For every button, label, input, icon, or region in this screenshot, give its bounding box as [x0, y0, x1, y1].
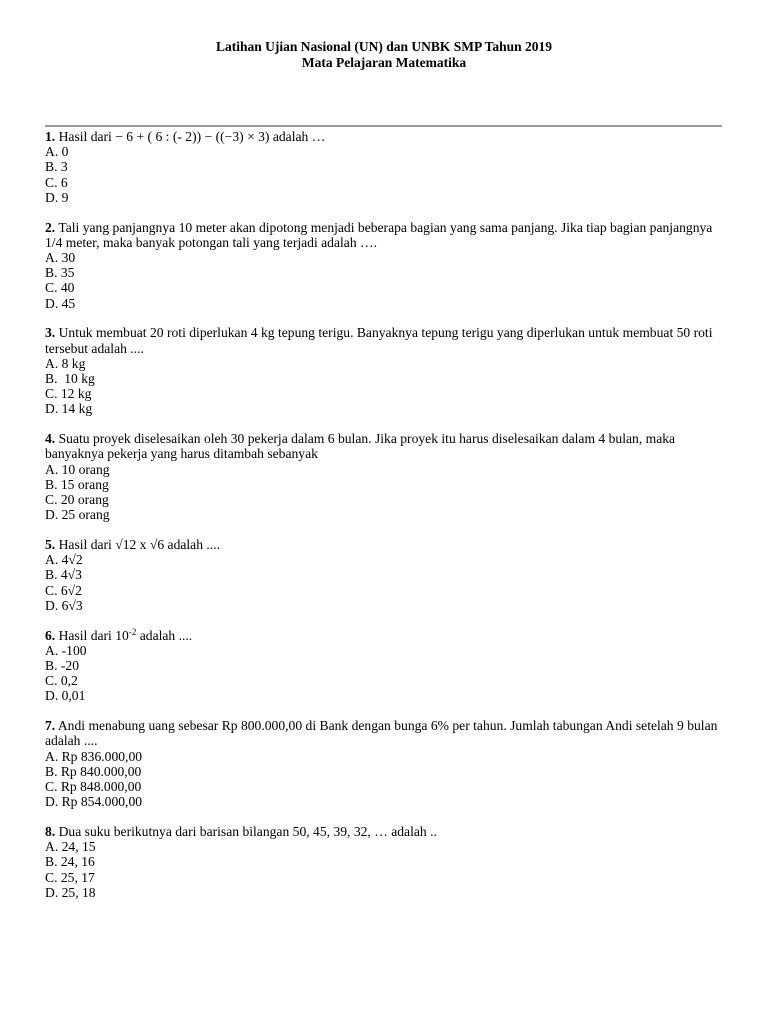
question-prompt-end: adalah ....	[136, 627, 193, 643]
document-title: Latihan Ujian Nasional (UN) dan UNBK SMP Tahun 2019	[215, 39, 553, 54]
option-b: B. -20	[45, 658, 79, 674]
option-b: B. 10 kg	[45, 371, 95, 387]
option-c: C. 40	[45, 280, 75, 296]
option-c: C. Rp 848.000,00	[45, 779, 142, 795]
question-3	[45, 325, 725, 416]
question-2	[45, 220, 725, 311]
answer-options	[45, 462, 725, 523]
question-prompt: Tali yang panjangnya 10 meter akan dipotong menjadi beberapa bagian yang sama panjang. Jika tiap bagian panjangnya 1/4 meter, maka banyak potongan tali yang terjadi adalah ….	[45, 219, 713, 250]
option-c: C. 25, 17	[45, 869, 95, 885]
question-text	[45, 220, 725, 250]
option-b: B. 4√3	[45, 567, 82, 583]
option-a: A. 30	[45, 250, 76, 266]
answer-options	[45, 643, 725, 704]
question-prompt: Hasil dari − 6 + ( 6 : (- 2)) − ((−3) × 3) adalah …	[58, 129, 326, 144]
option-a: A. 0	[45, 144, 69, 160]
option-b: B. Rp 840.000,00	[45, 763, 142, 779]
question-prompt: Suatu proyek diselesaikan oleh 30 pekerja dalam 6 bulan. Jika proyek itu harus diselesaikan dalam 4 bulan, maka banyaknya pekerja yang harus ditambah sebanyak	[45, 431, 676, 462]
answer-options	[45, 250, 725, 311]
question-8	[45, 824, 725, 900]
question-number: 4.	[45, 431, 56, 447]
question-5	[45, 537, 725, 613]
header-divider	[45, 125, 722, 127]
answer-options	[45, 749, 725, 810]
question-prompt: Hasil dari 10	[58, 627, 129, 643]
question-number: 8.	[45, 824, 56, 840]
question-prompt: Hasil dari √12 x √6 adalah ....	[58, 537, 221, 553]
question-text	[45, 537, 725, 552]
question-prompt: Dua suku berikutnya dari barisan bilangan 50, 45, 39, 32, … adalah ..	[58, 824, 437, 840]
answer-options	[45, 356, 725, 417]
question-text	[45, 431, 725, 461]
answer-options	[45, 144, 725, 205]
question-number: 6.	[45, 627, 56, 643]
option-a: A. -100	[45, 642, 87, 658]
option-a: A. 24, 15	[45, 839, 96, 855]
question-text	[45, 718, 725, 748]
option-d: D. 25 orang	[45, 507, 110, 523]
question-prompt: Untuk membuat 20 roti diperlukan 4 kg tepung terigu. Banyaknya tepung terigu yang diperlukan untuk membuat 50 roti tersebut adalah ....	[45, 325, 713, 356]
option-b: B. 3	[45, 159, 68, 175]
option-d: D. 45	[45, 295, 76, 311]
question-number: 7.	[45, 718, 56, 734]
option-c: C. 12 kg	[45, 386, 92, 402]
question-number: 3.	[45, 325, 56, 341]
option-b: B. 35	[45, 265, 75, 281]
option-c: C. 6√2	[45, 582, 82, 598]
option-a: A. Rp 836.000,00	[45, 748, 143, 764]
question-text	[45, 325, 725, 355]
document-subtitle: Mata Pelajaran Matematika	[301, 55, 467, 70]
option-a: A. 8 kg	[45, 355, 86, 371]
question-text	[45, 129, 725, 144]
option-d: D. 9	[45, 189, 69, 205]
option-c: C. 0,2	[45, 673, 78, 689]
option-d: D. 14 kg	[45, 401, 93, 417]
question-text	[45, 628, 725, 643]
option-d: D. 6√3	[45, 597, 83, 613]
answer-options	[45, 839, 725, 900]
option-a: A. 10 orang	[45, 461, 110, 477]
question-number: 1.	[45, 129, 56, 144]
question-4	[45, 431, 725, 522]
question-number: 2.	[45, 219, 56, 235]
answer-options	[45, 552, 725, 613]
question-list	[45, 129, 725, 915]
option-d: D. 0,01	[45, 688, 86, 704]
option-b: B. 15 orang	[45, 476, 109, 492]
question-number: 5.	[45, 537, 56, 553]
question-6	[45, 628, 725, 704]
question-text	[45, 824, 725, 839]
option-c: C. 20 orang	[45, 492, 109, 508]
option-b: B. 24, 16	[45, 854, 95, 870]
option-a: A. 4√2	[45, 552, 83, 568]
option-c: C. 6	[45, 174, 68, 190]
exponent: -2	[128, 626, 137, 637]
option-d: D. 25, 18	[45, 884, 96, 900]
question-7	[45, 718, 725, 809]
option-d: D. Rp 854.000,00	[45, 794, 143, 810]
question-prompt: Andi menabung uang sebesar Rp 800.000,00 di Bank dengan bunga 6% per tahun. Jumlah tabungan Andi setelah 9 bulan adalah ....	[45, 718, 718, 749]
document-header	[0, 39, 768, 71]
question-1	[45, 129, 725, 205]
